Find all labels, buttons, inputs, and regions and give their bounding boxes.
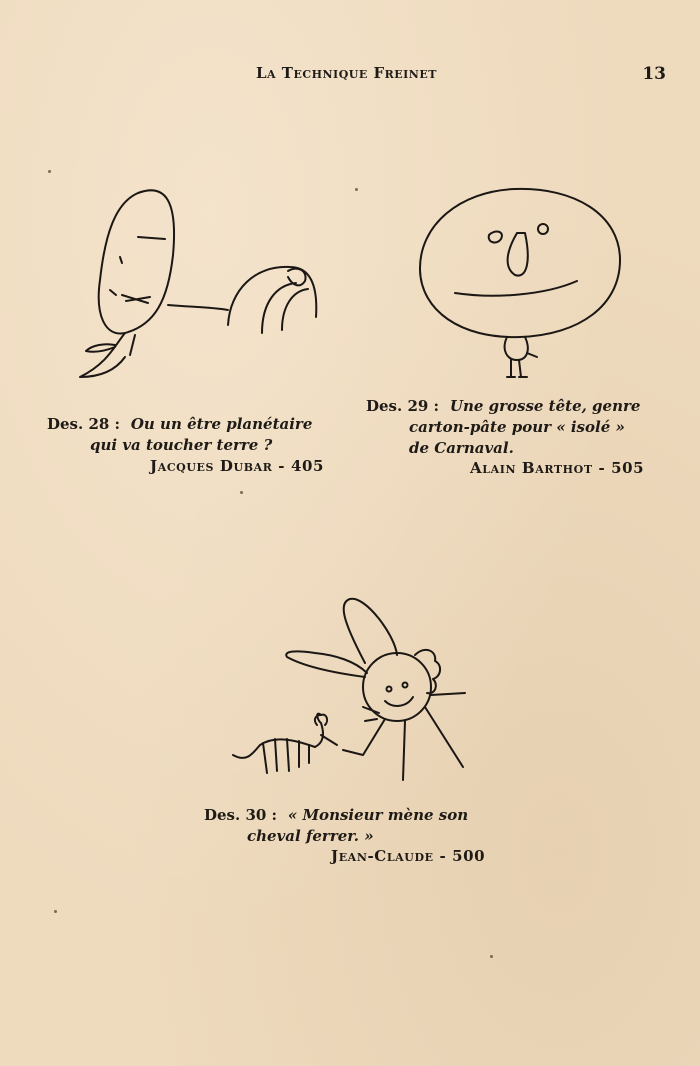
paper-speck xyxy=(355,188,358,191)
caption-line: « Monsieur mène son xyxy=(287,806,469,824)
caption-drawing-30-line2 xyxy=(247,826,374,847)
caption-line: Une grosse tête, genre xyxy=(449,397,641,415)
caption-number: Des. 30 : xyxy=(204,806,278,824)
drawing-29-big-head xyxy=(415,185,625,385)
caption-drawing-30 xyxy=(204,805,468,826)
author-drawing-29: Alain Barthot - 505 xyxy=(470,459,645,477)
author-drawing-30: Jean-Claude - 500 xyxy=(331,847,486,865)
caption-line: qui va toucher terre ? xyxy=(90,436,273,454)
drawing-30-man-and-horse xyxy=(225,595,480,790)
drawing-28-planetary-being xyxy=(70,185,330,390)
paper-speck xyxy=(490,955,493,958)
caption-drawing-29-line3 xyxy=(409,438,514,459)
caption-line: cheval ferrer. » xyxy=(247,827,374,845)
caption-number: Des. 29 : xyxy=(366,397,440,415)
caption-line: de Carnaval. xyxy=(409,439,514,457)
paper-speck xyxy=(54,910,57,913)
running-header: La Technique Freinet xyxy=(256,64,437,82)
caption-drawing-28-line2 xyxy=(90,435,272,456)
caption-drawing-29 xyxy=(366,396,640,417)
paper-speck xyxy=(240,491,243,494)
author-drawing-28: Jacques Dubar - 405 xyxy=(150,457,325,475)
caption-line: carton-pâte pour « isolé » xyxy=(409,418,625,436)
caption-drawing-29-line2 xyxy=(409,417,625,438)
caption-line: Ou un être planétaire xyxy=(130,415,313,433)
page-number: 13 xyxy=(642,64,666,84)
caption-drawing-28 xyxy=(47,414,312,435)
caption-number: Des. 28 : xyxy=(47,415,121,433)
paper-speck xyxy=(48,170,51,173)
